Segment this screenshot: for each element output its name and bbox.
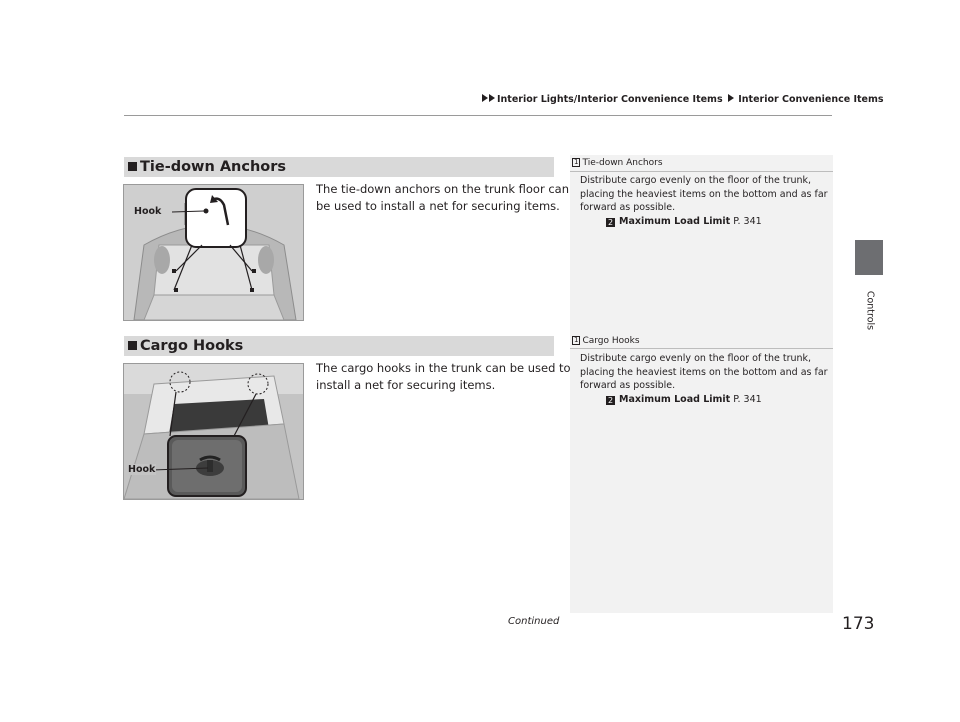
continued-label: Continued bbox=[508, 616, 560, 627]
tiedown-body bbox=[316, 181, 569, 215]
breadcrumb-arrow-icon bbox=[728, 94, 734, 102]
chapter-tab[interactable] bbox=[855, 240, 883, 275]
note-line: placing the heaviest items on the bottom and as far bbox=[580, 188, 828, 200]
tiedown-hook-label: Hook bbox=[134, 206, 162, 217]
note-marker-icon: 1 bbox=[574, 336, 579, 344]
section-title-cargo: Cargo Hooks bbox=[140, 338, 244, 354]
cargo-body-line: install a net for securing items. bbox=[316, 378, 496, 392]
cargo-hook-label: Hook bbox=[128, 464, 156, 475]
note-rule bbox=[570, 171, 833, 172]
note-line: forward as possible. bbox=[580, 202, 676, 213]
reference-page[interactable]: P. 341 bbox=[733, 215, 762, 227]
cargo-body bbox=[316, 360, 571, 394]
section-square-icon bbox=[128, 341, 137, 350]
note-reference[interactable] bbox=[580, 215, 828, 229]
note-title-text: Cargo Hooks bbox=[582, 336, 640, 346]
reference-title[interactable]: Maximum Load Limit bbox=[619, 215, 731, 227]
note-body-cargo bbox=[580, 352, 828, 406]
tiedown-body-line: be used to install a net for securing items. bbox=[316, 199, 560, 213]
chapter-tab-label: Controls bbox=[864, 290, 876, 331]
note-reference[interactable] bbox=[580, 393, 828, 407]
section-header-tiedown bbox=[124, 157, 554, 177]
note-title-tiedown bbox=[572, 158, 663, 168]
reference-title[interactable]: Maximum Load Limit bbox=[619, 393, 731, 405]
note-line: Distribute cargo evenly on the floor of the trunk, bbox=[580, 353, 812, 364]
note-line: placing the heaviest items on the bottom and as far bbox=[580, 366, 828, 378]
tiedown-image bbox=[123, 184, 304, 321]
note-title-cargo bbox=[572, 336, 640, 346]
cargo-image bbox=[123, 363, 304, 500]
note-line: Distribute cargo evenly on the floor of the trunk, bbox=[580, 175, 812, 186]
section-header-cargo bbox=[124, 336, 554, 356]
breadcrumb-arrow-icon bbox=[489, 94, 495, 102]
section-title-tiedown: Tie-down Anchors bbox=[140, 159, 287, 175]
breadcrumb bbox=[482, 94, 884, 105]
breadcrumb-arrow-icon bbox=[482, 94, 488, 102]
note-title-text: Tie-down Anchors bbox=[582, 158, 663, 168]
reference-arrow-icon: 2 bbox=[607, 395, 614, 405]
breadcrumb-link-lights[interactable]: Interior Lights/Interior Convenience Items bbox=[497, 94, 723, 105]
header-rule bbox=[124, 115, 832, 116]
note-marker-icon: 1 bbox=[574, 158, 579, 166]
note-rule bbox=[570, 348, 833, 349]
tiedown-body-line: The tie-down anchors on the trunk floor can bbox=[316, 182, 570, 196]
cargo-body-line: The cargo hooks in the trunk can be used to bbox=[316, 361, 571, 375]
page-number: 173 bbox=[842, 614, 875, 634]
note-body-tiedown bbox=[580, 174, 828, 228]
note-line: forward as possible. bbox=[580, 380, 676, 391]
reference-page[interactable]: P. 341 bbox=[733, 393, 762, 405]
trunk-cargo-illustration bbox=[124, 364, 303, 499]
section-square-icon bbox=[128, 162, 137, 171]
reference-arrow-icon: 2 bbox=[607, 217, 614, 227]
breadcrumb-link-convenience[interactable]: Interior Convenience Items bbox=[738, 94, 884, 105]
